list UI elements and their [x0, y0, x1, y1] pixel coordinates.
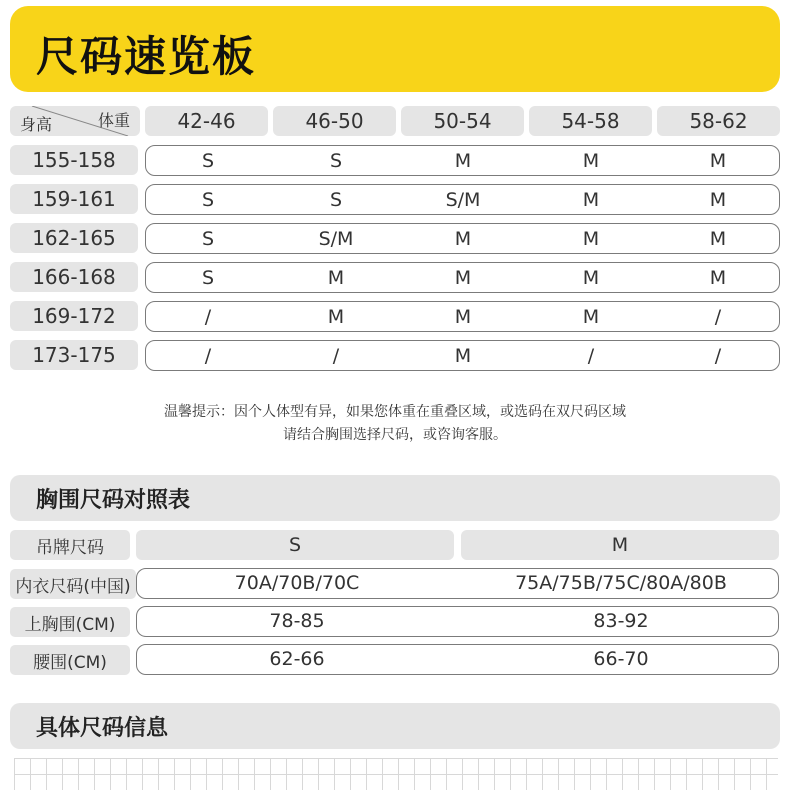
bust-cell: 78-85: [269, 610, 325, 632]
table-row: [145, 301, 780, 332]
bust-row: [136, 606, 779, 637]
bust-row: [136, 568, 779, 599]
detail-section-title: 具体尺码信息: [36, 716, 169, 741]
weight-header: 50-54: [401, 106, 524, 136]
table-row: [145, 184, 780, 215]
height-label: 162-165: [10, 223, 138, 253]
tip-line-2: 请结合胸围选择尺码，或咨询客服。: [283, 427, 507, 443]
size-cell: M: [709, 267, 727, 289]
bust-cell: 62-66: [269, 648, 325, 670]
size-cell: M: [454, 306, 472, 328]
bust-row-label: 吊牌尺码: [10, 530, 130, 560]
size-cell: S: [329, 189, 343, 211]
bust-row: [136, 644, 779, 675]
bust-cell: 70A/70B/70C: [234, 572, 360, 594]
bust-section-title: 胸围尺码对照表: [36, 488, 191, 513]
page-title: 尺码速览板: [36, 32, 257, 81]
bust-row-label: 内衣尺码(中国): [10, 569, 136, 599]
size-cell: /: [714, 306, 722, 328]
bust-cell: 83-92: [593, 610, 649, 632]
size-cell: M: [454, 228, 472, 250]
size-cell: M: [582, 228, 600, 250]
weight-header: 46-50: [273, 106, 396, 136]
size-cell: M: [709, 189, 727, 211]
size-cell: M: [327, 267, 345, 289]
weight-header: 54-58: [529, 106, 652, 136]
size-cell: S: [201, 267, 215, 289]
bust-size-header: S: [136, 530, 454, 560]
height-label: 159-161: [10, 184, 138, 214]
size-cell: /: [204, 345, 212, 367]
height-label: 166-168: [10, 262, 138, 292]
size-cell: S/M: [318, 228, 354, 250]
bust-row-label: 上胸围(CM): [10, 607, 130, 637]
table-row: [145, 340, 780, 371]
size-cell: /: [204, 306, 212, 328]
height-label: 173-175: [10, 340, 138, 370]
detail-section-header: [10, 703, 780, 749]
size-cell: M: [454, 150, 472, 172]
measurement-grid: [14, 758, 778, 790]
weight-header: 58-62: [657, 106, 780, 136]
weight-axis-label: 体重: [97, 111, 130, 130]
size-cell: /: [714, 345, 722, 367]
size-cell: M: [454, 345, 472, 367]
bust-row-label: 腰围(CM): [10, 645, 130, 675]
size-cell: M: [582, 306, 600, 328]
bust-cell: 75A/75B/75C/80A/80B: [515, 572, 727, 594]
bust-cell: 66-70: [593, 648, 649, 670]
size-cell: S: [201, 228, 215, 250]
tip-line-1: 温馨提示：因个人体型有异，如果您体重在重叠区域，或选码在双尺码区域: [164, 404, 626, 420]
table-corner-header: [10, 106, 140, 136]
table-row: [145, 262, 780, 293]
table-row: [145, 145, 780, 176]
size-cell: S: [329, 150, 343, 172]
size-cell: M: [709, 150, 727, 172]
bust-size-header: M: [461, 530, 779, 560]
bust-section-header: [10, 475, 780, 521]
table-row: [145, 223, 780, 254]
size-cell: M: [454, 267, 472, 289]
height-label: 169-172: [10, 301, 138, 331]
size-cell: M: [327, 306, 345, 328]
size-cell: M: [709, 228, 727, 250]
size-cell: M: [582, 150, 600, 172]
size-cell: S: [201, 189, 215, 211]
size-cell: M: [582, 267, 600, 289]
size-cell: S: [201, 150, 215, 172]
weight-header: 42-46: [145, 106, 268, 136]
size-cell: M: [582, 189, 600, 211]
size-cell: S/M: [445, 189, 481, 211]
size-cell: /: [587, 345, 595, 367]
size-cell: /: [332, 345, 340, 367]
header-banner: [10, 6, 780, 92]
height-axis-label: 身高: [20, 115, 53, 134]
height-label: 155-158: [10, 145, 138, 175]
